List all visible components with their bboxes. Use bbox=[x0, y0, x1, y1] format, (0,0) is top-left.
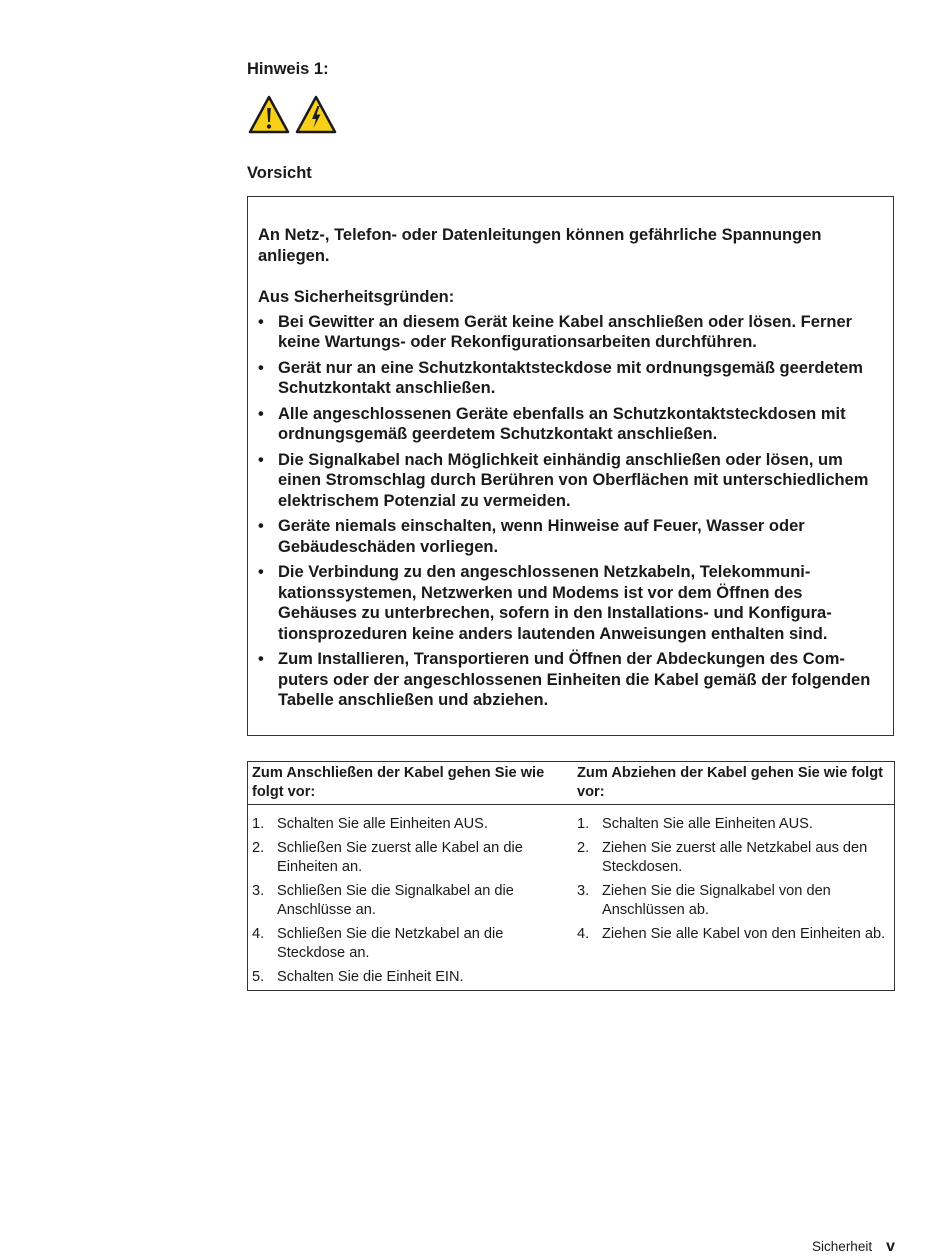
step-text: Schließen Sie zuerst alle Kabel an die Einheiten an. bbox=[277, 840, 523, 875]
reasons-heading: Aus Sicherheitsgründen: bbox=[258, 288, 455, 306]
step-text: Ziehen Sie alle Kabel von den Einheiten ab. bbox=[602, 926, 886, 942]
step-number: 3. bbox=[577, 883, 590, 899]
step-text: Ziehen Sie zuerst alle Netzkabel aus den Steckdosen. bbox=[602, 840, 868, 875]
caution-lead: An Netz-, Telefon- oder Datenleitungen können gefährliche Spannungen anliegen. bbox=[258, 226, 822, 265]
connect-header: Zum Anschließen der Kabel gehen Sie wie folgt vor: bbox=[252, 765, 545, 800]
list-item-text: Die Verbindung zu den angeschlossenen Netzkabeln, Telekommunikationssystemen, Netzwerken und Modems ist vor dem Öffnen des Gehäuses zu unterbrechen, sofern in den Installations- und Konfigurationsprozeduren keine anders lautenden Anweisungen enthalten sind. bbox=[278, 563, 832, 643]
table-row bbox=[248, 839, 573, 877]
table-row bbox=[573, 839, 894, 877]
table-row bbox=[248, 882, 573, 920]
caution-box bbox=[247, 196, 894, 736]
step-text: Schließen Sie die Signalkabel an die Anschlüsse an. bbox=[277, 883, 514, 918]
table-body bbox=[248, 805, 894, 992]
footer-section: Sicherheit bbox=[812, 1239, 873, 1254]
bullet: • bbox=[258, 404, 264, 423]
disconnect-steps bbox=[573, 815, 894, 992]
note-heading: Hinweis 1: bbox=[247, 60, 329, 78]
step-number: 5. bbox=[252, 969, 265, 985]
bullet: • bbox=[258, 358, 264, 377]
step-number: 4. bbox=[577, 926, 590, 942]
step-number: 3. bbox=[252, 883, 265, 899]
warning-triangle-icon bbox=[248, 95, 290, 134]
table-row bbox=[248, 815, 573, 834]
bullet: • bbox=[258, 517, 264, 535]
step-number: 1. bbox=[577, 816, 590, 832]
list-item-text: Die Signalkabel nach Möglichkeit einhändig anschließen oder lösen, um einen Stromschlag durch Berühren von Oberflächen mit unterschiedlichem elektrischem Potenzial zu vermeiden. bbox=[278, 450, 869, 510]
table-row bbox=[573, 882, 894, 920]
list-item bbox=[258, 516, 879, 557]
list-item-text: Alle angeschlossenen Geräte ebenfalls an Schutzkontaktsteckdosen mit ordnungsgemäß geerdetem Schutzkontakt anschließen. bbox=[278, 404, 846, 443]
safety-list bbox=[258, 312, 879, 711]
step-text: Schalten Sie alle Einheiten AUS. bbox=[602, 816, 813, 832]
step-number: 1. bbox=[252, 816, 265, 832]
bullet: • bbox=[258, 450, 264, 469]
list-item-text: Gerät nur an eine Schutzkontaktsteckdose mit ordnungsgemäß geerdetem Schutzkontakt anschließen. bbox=[278, 358, 863, 397]
list-item-text: Zum Installieren, Transportieren und Öffnen der Abdeckungen des Computers oder der angeschlossenen Einheiten die Kabel gemäß der folgenden Tabelle anschließen und abziehen. bbox=[278, 650, 871, 709]
step-number: 4. bbox=[252, 926, 265, 942]
step-text: Schalten Sie alle Einheiten AUS. bbox=[277, 816, 488, 832]
table-row bbox=[248, 968, 573, 987]
step-text: Schließen Sie die Netzkabel an die Steckdose an. bbox=[277, 926, 504, 961]
list-item bbox=[258, 649, 879, 711]
list-item bbox=[258, 562, 879, 644]
electrical-hazard-icon bbox=[295, 95, 337, 134]
step-text: Schalten Sie die Einheit EIN. bbox=[277, 969, 464, 985]
list-item bbox=[258, 450, 879, 512]
bullet: • bbox=[258, 650, 264, 668]
hazard-icons bbox=[248, 95, 337, 134]
step-number: 2. bbox=[577, 840, 590, 856]
disconnect-header: Zum Abziehen der Kabel gehen Sie wie folgt vor: bbox=[577, 765, 883, 800]
list-item bbox=[258, 358, 879, 399]
list-item bbox=[258, 404, 879, 445]
list-item-text: Bei Gewitter an diesem Gerät keine Kabel anschließen oder lösen. Ferner keine Wartungs- oder Rekonfigurationsarbeiten durchführen. bbox=[278, 312, 853, 351]
step-number: 2. bbox=[252, 840, 265, 856]
bullet: • bbox=[258, 312, 264, 331]
table-row bbox=[573, 925, 894, 944]
step-text: Ziehen Sie die Signalkabel von den Anschlüssen ab. bbox=[602, 883, 831, 918]
list-item bbox=[258, 312, 879, 353]
caution-heading: Vorsicht bbox=[247, 164, 312, 182]
page-footer bbox=[812, 1238, 895, 1256]
connect-steps bbox=[248, 815, 573, 992]
page-number: v bbox=[886, 1238, 895, 1255]
table-row bbox=[248, 925, 573, 963]
list-item-text: Geräte niemals einschalten, wenn Hinweise auf Feuer, Wasser oder Gebäudeschäden vorliegen. bbox=[278, 517, 805, 556]
bullet: • bbox=[258, 563, 264, 581]
cable-steps-table bbox=[247, 761, 895, 991]
table-header-row bbox=[248, 762, 894, 805]
table-row bbox=[573, 815, 894, 834]
